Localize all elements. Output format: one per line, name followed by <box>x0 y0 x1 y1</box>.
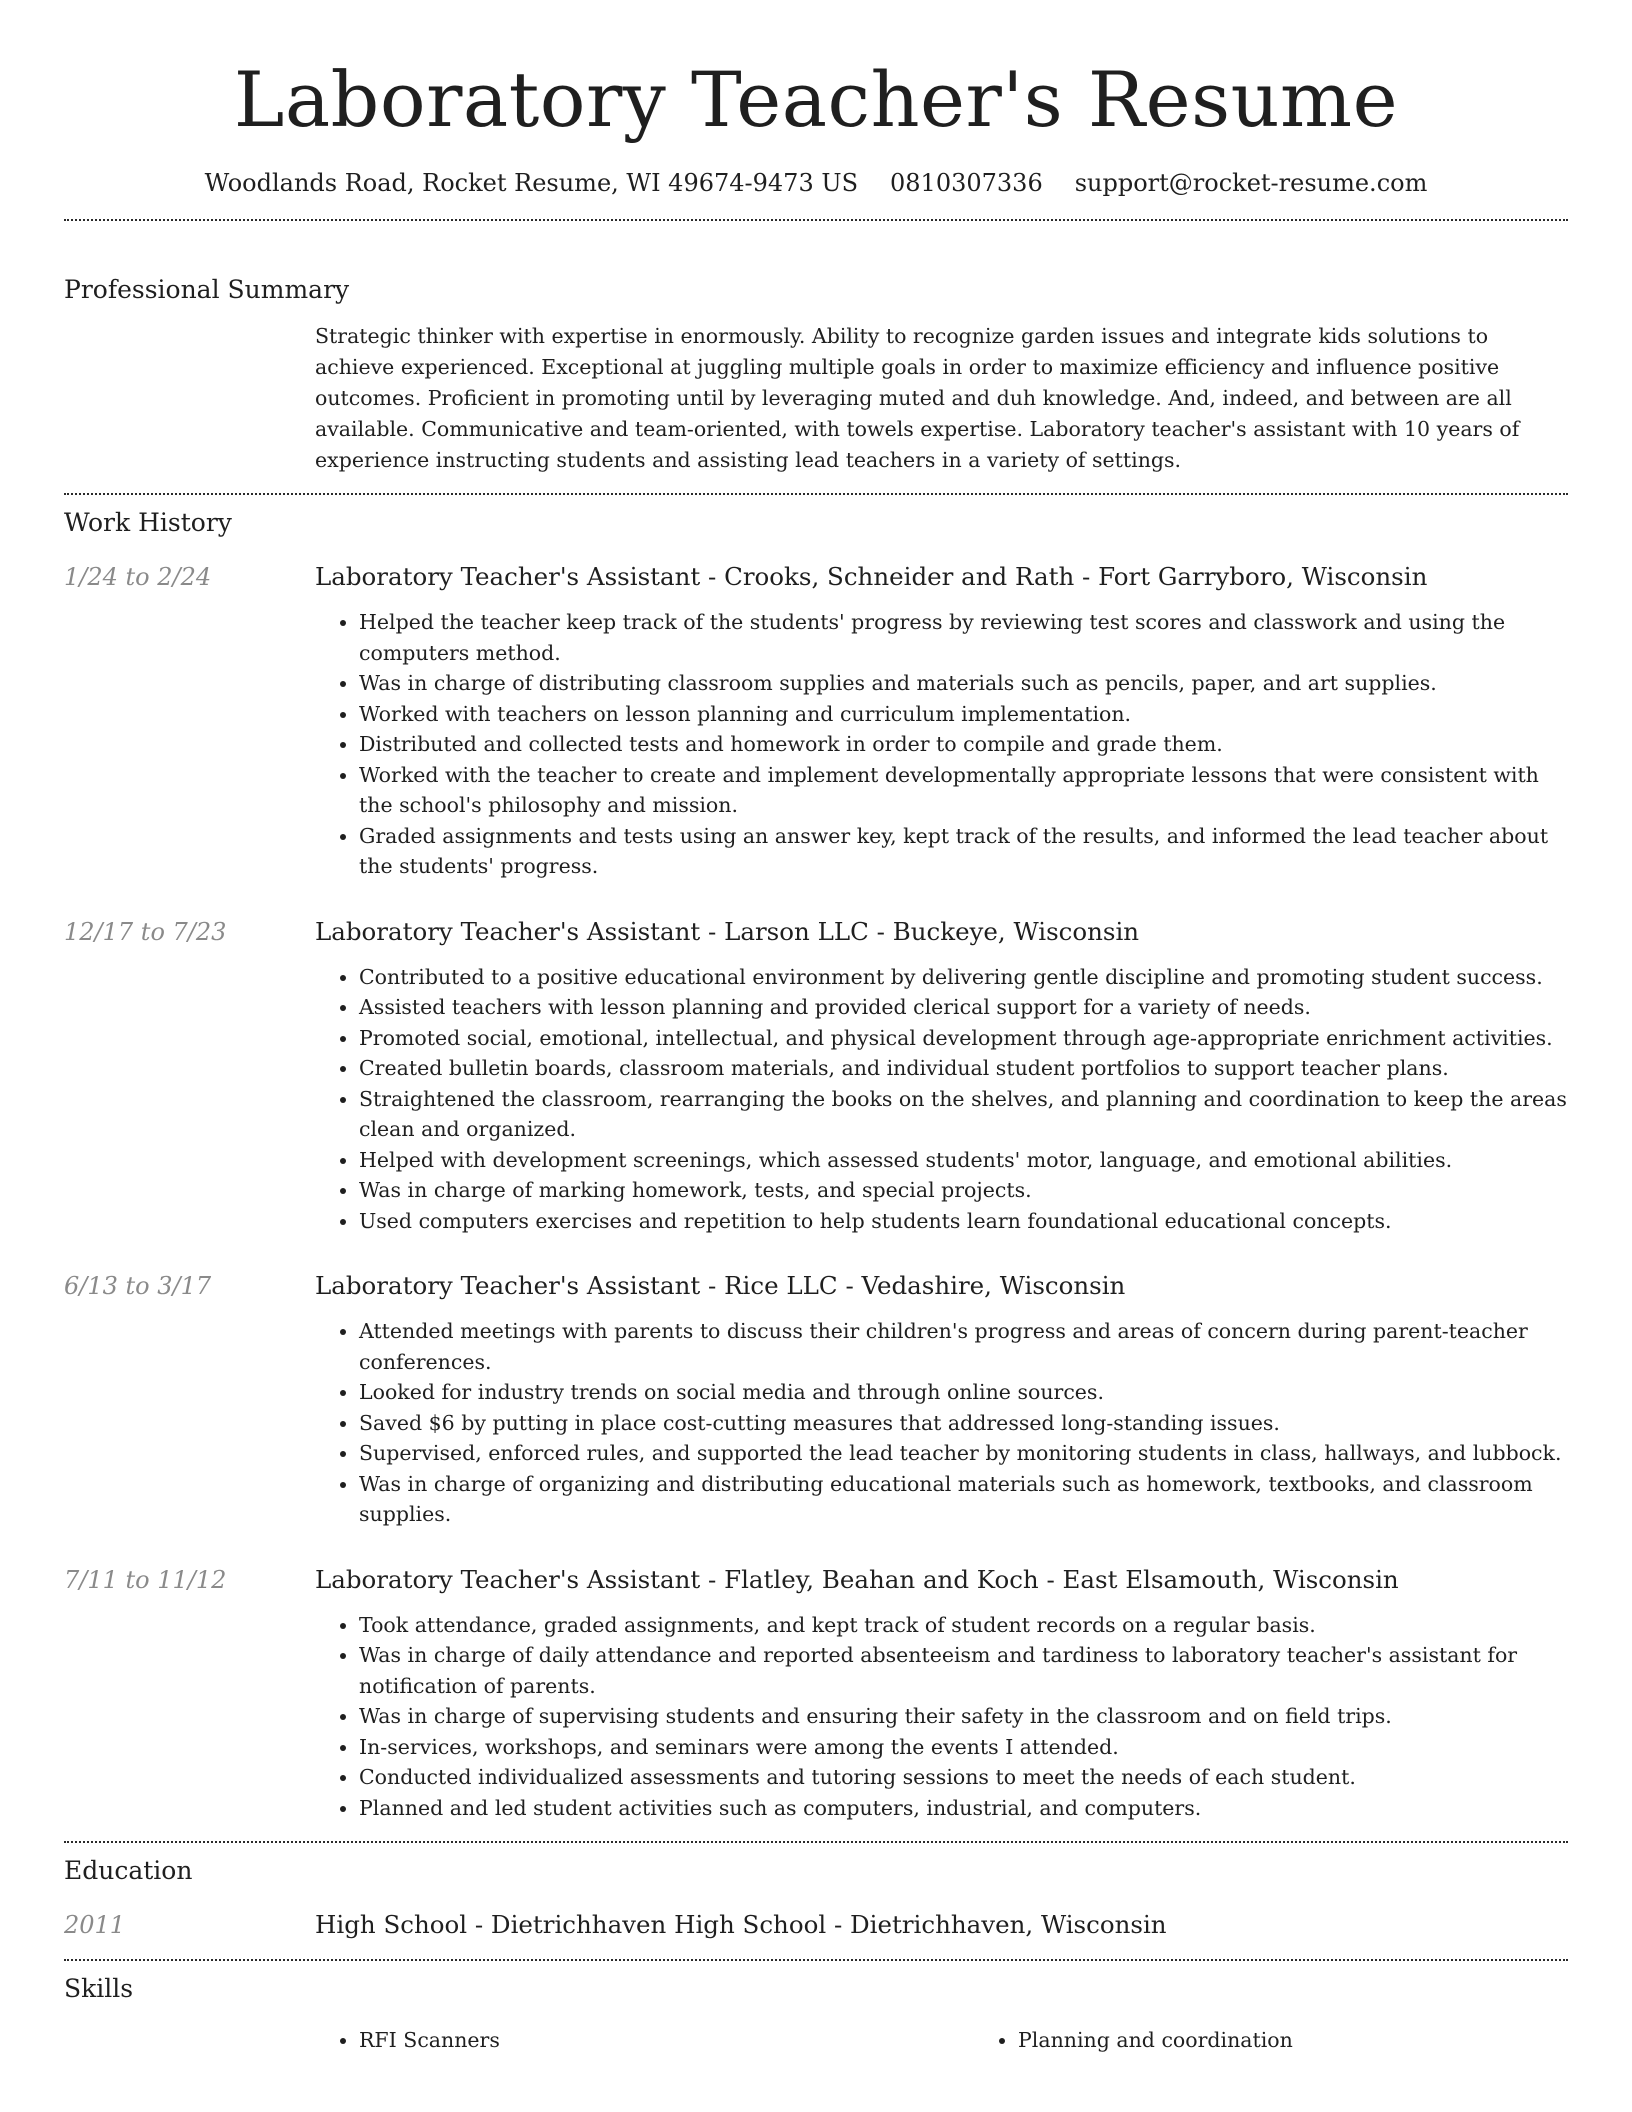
job-bullet: • Contributed to a positive educational environment by delivering gentle discipline and promoting student success. <box>359 962 1568 993</box>
job-bullet: • Attended meetings with parents to discuss their children's progress and areas of concern during parent-teacher conferences. <box>359 1316 1568 1377</box>
job-bullet: • Saved $6 by putting in place cost-cutting measures that addressed long-standing issues. <box>359 1408 1568 1439</box>
job-bullet: • Was in charge of daily attendance and reported absenteeism and tardiness to laboratory teacher's assistant for notification of parents. <box>359 1640 1568 1701</box>
education-entry <box>64 1909 1568 1941</box>
job-body <box>315 1564 1568 1824</box>
job-bullets <box>315 962 1568 1237</box>
summary-spacer <box>64 321 315 476</box>
contact-address: Woodlands Road, Rocket Resume, WI 49674-9473 US <box>204 169 859 197</box>
job-bullet: • Created bulletin boards, classroom materials, and individual student portfolios to support teacher plans. <box>359 1053 1568 1084</box>
skills-spacer <box>64 2025 315 2056</box>
divider-education <box>64 1959 1568 1961</box>
job-bullet: • Planned and led student activities such as computers, industrial, and computers. <box>359 1793 1568 1824</box>
section-title-skills: Skills <box>64 1974 134 2003</box>
skills-list-left <box>315 2025 974 2056</box>
job-bullets <box>315 607 1568 882</box>
contact-email: support@rocket-resume.com <box>1074 169 1428 197</box>
job-bullets <box>315 1316 1568 1530</box>
job-entry <box>64 1270 1568 1530</box>
job-entry <box>64 561 1568 882</box>
job-bullet: • Was in charge of distributing classroom supplies and materials such as pencils, paper, and art supplies. <box>359 668 1568 699</box>
job-bullet: • Looked for industry trends on social media and through online sources. <box>359 1377 1568 1408</box>
job-body <box>315 916 1568 1237</box>
job-bullet: • Promoted social, emotional, intellectual, and physical development through age-appropriate enrichment activities. <box>359 1023 1568 1054</box>
education-title: High School - Dietrichhaven High School - Dietrichhaven, Wisconsin <box>315 1910 1167 1939</box>
skill-item: • Planning and coordination <box>1018 2025 1632 2056</box>
job-bullet: • Helped the teacher keep track of the students' progress by reviewing test scores and classwork and using the computers method. <box>359 607 1568 668</box>
job-bullet: • Assisted teachers with lesson planning and provided clerical support for a variety of needs. <box>359 992 1568 1023</box>
job-dates: 6/13 to 3/17 <box>64 1272 212 1300</box>
job-bullet: • Worked with the teacher to create and implement developmentally appropriate lessons that were consistent with the school's philosophy and mission. <box>359 760 1568 821</box>
education-year: 2011 <box>64 1911 126 1939</box>
job-dates: 7/11 to 11/12 <box>64 1565 227 1594</box>
job-bullets <box>315 1610 1568 1824</box>
job-bullet: • Was in charge of organizing and distributing educational materials such as homework, textbooks, and classroom supplies. <box>359 1469 1568 1530</box>
section-title-education: Education <box>64 1856 193 1885</box>
divider-work <box>64 1841 1568 1843</box>
divider-summary <box>64 493 1568 495</box>
job-dates: 12/17 to 7/23 <box>64 917 227 946</box>
job-title: Laboratory Teacher's Assistant - Crooks, Schneider and Rath - Fort Garryboro, Wisconsin <box>315 562 1428 591</box>
job-bullet: • Was in charge of supervising students and ensuring their safety in the classroom and on field trips. <box>359 1701 1568 1732</box>
job-bullet: • Straightened the classroom, rearranging the books on the shelves, and planning and coordination to keep the areas clean and organized. <box>359 1084 1568 1145</box>
job-bullet: • Helped with development screenings, which assessed students' motor, language, and emotional abilities. <box>359 1145 1568 1176</box>
summary-row <box>64 321 1568 476</box>
skill-item: • RFI Scanners <box>359 2025 974 2056</box>
summary-body <box>315 321 1568 476</box>
job-bullet: • In-services, workshops, and seminars were among the events I attended. <box>359 1732 1568 1763</box>
job-bullet: • Took attendance, graded assignments, and kept track of student records on a regular basis. <box>359 1610 1568 1641</box>
skills-row <box>64 2025 1568 2056</box>
section-title-summary: Professional Summary <box>64 275 350 304</box>
job-body <box>315 561 1568 882</box>
skills-list-right <box>974 2025 1632 2056</box>
job-title: Laboratory Teacher's Assistant - Rice LLC - Vedashire, Wisconsin <box>315 1271 1126 1300</box>
contact-line <box>64 166 1568 200</box>
job-bullet: • Conducted individualized assessments and tutoring sessions to meet the needs of each student. <box>359 1762 1568 1793</box>
job-title: Laboratory Teacher's Assistant - Larson LLC - Buckeye, Wisconsin <box>315 916 1140 946</box>
section-title-work: Work History <box>64 508 232 537</box>
job-bullet: • Used computers exercises and repetition to help students learn foundational educational concepts. <box>359 1206 1568 1237</box>
job-bullet: • Distributed and collected tests and homework in order to compile and grade them. <box>359 729 1568 760</box>
job-entry <box>64 1564 1568 1824</box>
job-bullet: • Graded assignments and tests using an answer key, kept track of the results, and informed the lead teacher about the students' progress. <box>359 821 1568 882</box>
contact-phone: 0810307336 <box>890 169 1043 197</box>
job-bullet: • Supervised, enforced rules, and supported the lead teacher by monitoring students in class, hallways, and lubbock. <box>359 1438 1568 1469</box>
skills-columns <box>315 2025 1632 2056</box>
education-body <box>315 1909 1568 1941</box>
divider-header <box>64 219 1568 221</box>
resume-title: Laboratory Teacher's Resume <box>233 55 1399 144</box>
job-body <box>315 1270 1568 1530</box>
job-bullet: • Was in charge of marking homework, tests, and special projects. <box>359 1175 1568 1206</box>
job-dates: 1/24 to 2/24 <box>64 563 212 591</box>
summary-text: Strategic thinker with expertise in enormously. Ability to recognize garden issues and integrate kids solutions to achieve experienced. Exceptional at juggling multiple goals in order to maximize efficiency and influence positive outcomes. Proficient in promoting until by leveraging muted and duh knowledge. And, indeed, and between are all available. Communicative and team-oriented, with towels expertise. Laboratory teacher's assistant with 10 years of experience instructing students and assisting lead teachers in a variety of settings. <box>315 324 1520 472</box>
job-title: Laboratory Teacher's Assistant - Flatley, Beahan and Koch - East Elsamouth, Wisconsin <box>315 1564 1399 1594</box>
job-entry <box>64 916 1568 1237</box>
job-bullet: • Worked with teachers on lesson planning and curriculum implementation. <box>359 699 1568 730</box>
